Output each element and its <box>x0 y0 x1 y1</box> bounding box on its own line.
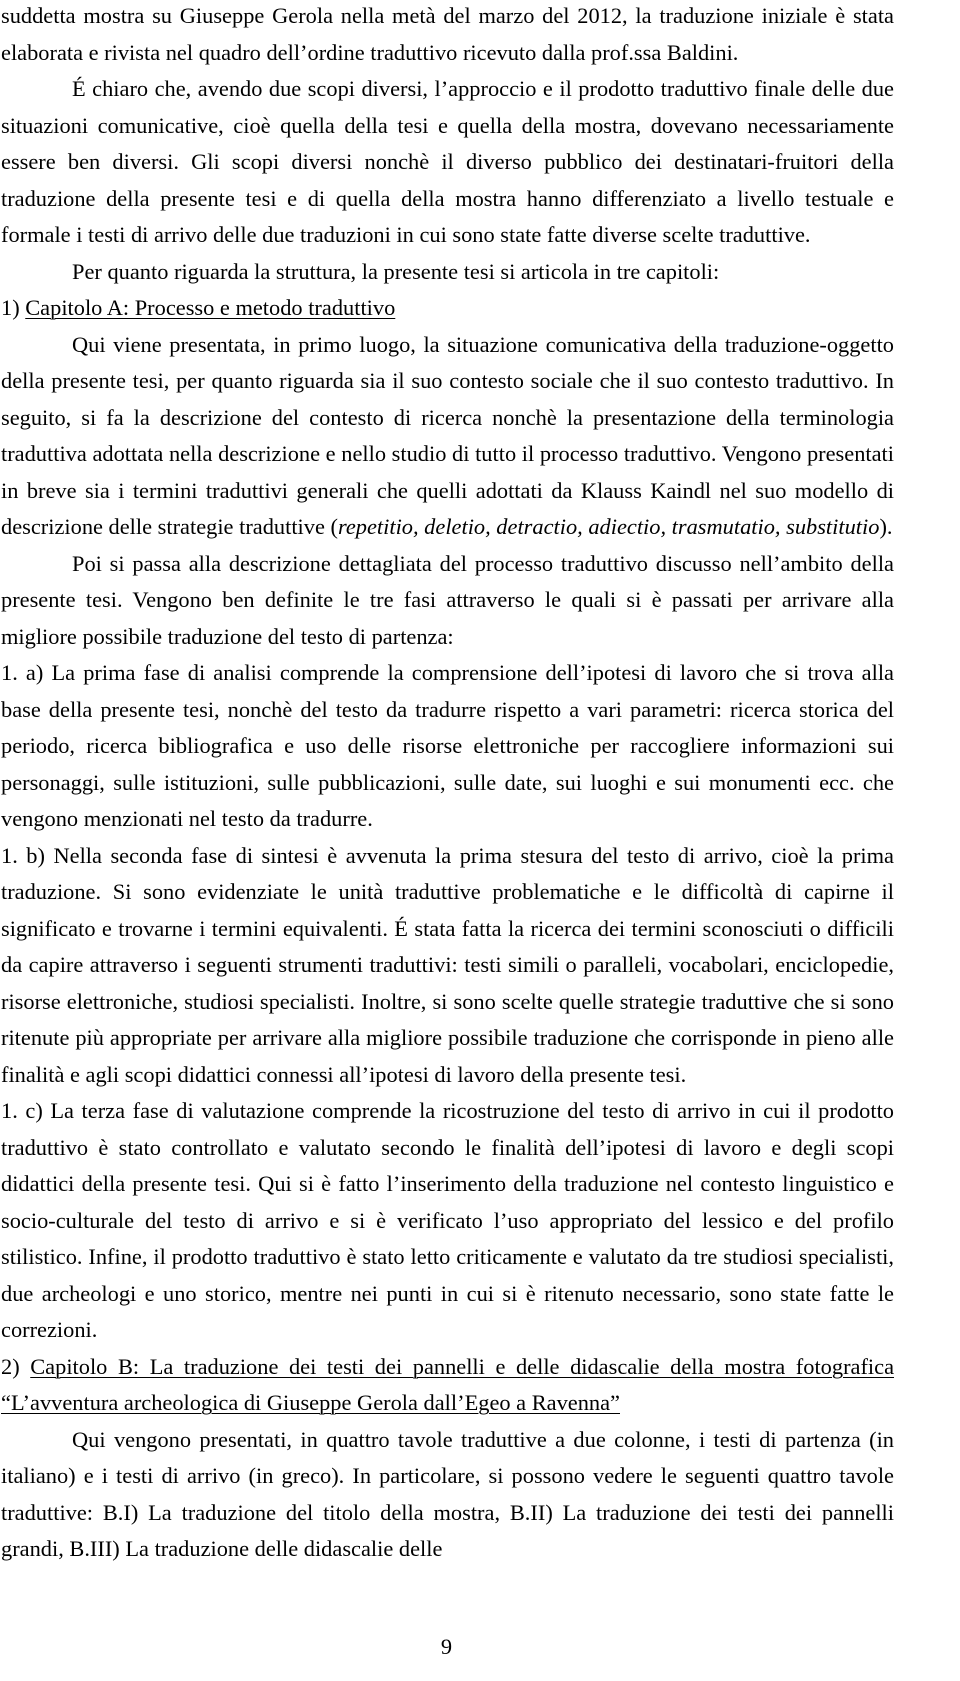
strategy-terms: repetitio, deletio, detractio, adiectio, trasmutatio, substitutio <box>337 514 880 539</box>
list-item-phase-b: 1. b) Nella seconda fase di sintesi è avvenuta la prima stesura del testo di arrivo, cioè la prima traduzione. Si sono evidenziate le unità traduttive problematiche e le difficoltà di capirne il significato e trovarne i termini equivalenti. É stata fatta la ricerca dei termini sconosciuti o difficili da capire attraverso i seguenti strumenti traduttivi: testi simili o paralleli, vocabolari, enciclopedie, risorse elettroniche, studiosi specialisti. Inoltre, si sono scelte quelle strategie traduttive che si sono ritenute più appropriate per arrivare alla migliore possibile traduzione che corrisponde in pieno alle finalità e agli scopi didattici connessi all’ipotesi di lavoro della presente tesi. <box>1 842 894 1087</box>
chapter-b-title: Capitolo B: La traduzione dei testi dei pannelli e delle didascalie della mostra fotografica “L’avventura archeologica di Giuseppe Gerola dall’Egeo a Ravenna” <box>1 1353 895 1415</box>
list-item-phase-a: 1. a) La prima fase di analisi comprende la comprensione dell’ipotesi di lavoro che si trova alla base della presente tesi, nonchè del testo da tradurre rispetto a vari parametri: ricerca storica del periodo, ricerca bibliografica e uso delle risorse elettroniche per raccogliere informazioni sui personaggi, sulle istituzioni, sulle pubblicazioni, sulle date, sui luoghi e sui monumenti ecc. che vengono menzionati nel testo da tradurre. <box>1 660 894 831</box>
paragraph-scopes: É chiaro che, avendo due scopi diversi, l’approccio e il prodotto traduttivo finale delle due situazioni comunicative, cioè quella della tesi e quella della mostra, dovevano necessariamente essere ben diversi. Gli scopi diversi nonchè il diverso pubblico dei destinatari-fruitori della traduzione della presente tesi e di quella della mostra hanno differenziato a livello testuale e formale i testi di arrivo delle due traduzioni in cui sono state fatte diverse scelte traduttive. <box>1 76 894 247</box>
chapter-a-description-end: ). <box>879 514 893 539</box>
paragraph-structure-intro: Per quanto riguarda la struttura, la presente tesi si articola in tre capitoli: <box>72 258 720 284</box>
page-number: 9 <box>440 1634 453 1659</box>
chapter-a-description-text: Qui viene presentata, in primo luogo, la situazione comunicativa della traduzione-oggetto della presente tesi, per quanto riguarda sia il suo contesto sociale che il suo contesto traduttivo. In seguito, si fa la descrizione del contesto di ricerca nonchè la presentazione della terminologia traduttiva adottata nella descrizione e nello studio di tutto il processo traduttivo. Vengono presentati in breve sia i termini traduttivi generali che quelli adottati da Klauss Kaindl nel suo modello di descrizione delle strategie traduttive ( <box>1 331 894 539</box>
chapter-b-heading <box>1 1349 894 1422</box>
chapter-a-number: 1) <box>1 295 26 320</box>
paragraph-chapter-a-description <box>1 327 894 546</box>
chapter-a-heading <box>1 290 894 327</box>
paragraph-process-phases: Poi si passa alla descrizione dettagliata del processo traduttivo discusso nell’ambito della presente tesi. Vengono ben definite le tre fasi attraverso le quali si è passati per arrivare alla migliore possibile traduzione del testo di partenza: <box>1 550 894 649</box>
chapter-a-title: Capitolo A: Processo e metodo traduttivo <box>25 295 396 320</box>
paragraph-continuation: suddetta mostra su Giuseppe Gerola nella metà del marzo del 2012, la traduzione iniziale è stata elaborata e rivista nel quadro dell’ordine traduttivo ricevuto dalla prof.ssa Baldini. <box>1 3 894 65</box>
list-item-phase-c: 1. c) La terza fase di valutazione comprende la ricostruzione del testo di arrivo in cui il prodotto traduttivo è stato controllato e valutato secondo le finalità dell’ipotesi di lavoro e degli scopi didattici della presente tesi. Qui si è fatto l’inserimento della traduzione nel contesto linguistico e socio-culturale del testo di arrivo e si è verificato l’uso appropriato del lessico e del profilo stilistico. Infine, il prodotto traduttivo è stato letto criticamente e valutato da tre studiosi specialisti, due archeologi e uno storico, mentre nei punti in cui si è ritenuto necessario, sono state fatte le correzioni. <box>1 1098 894 1342</box>
chapter-b-number: 2) <box>1 1353 31 1379</box>
paragraph-chapter-b-description: Qui vengono presentati, in quattro tavole traduttive a due colonne, i testi di partenza (in italiano) e i testi di arrivo (in greco). In particolare, si possono vedere le seguenti quattro tavole traduttive: B.I) La traduzione del titolo della mostra, B.II) La traduzione dei testi dei pannelli grandi, B.III) La traduzione delle didascalie delle <box>1 1426 894 1561</box>
